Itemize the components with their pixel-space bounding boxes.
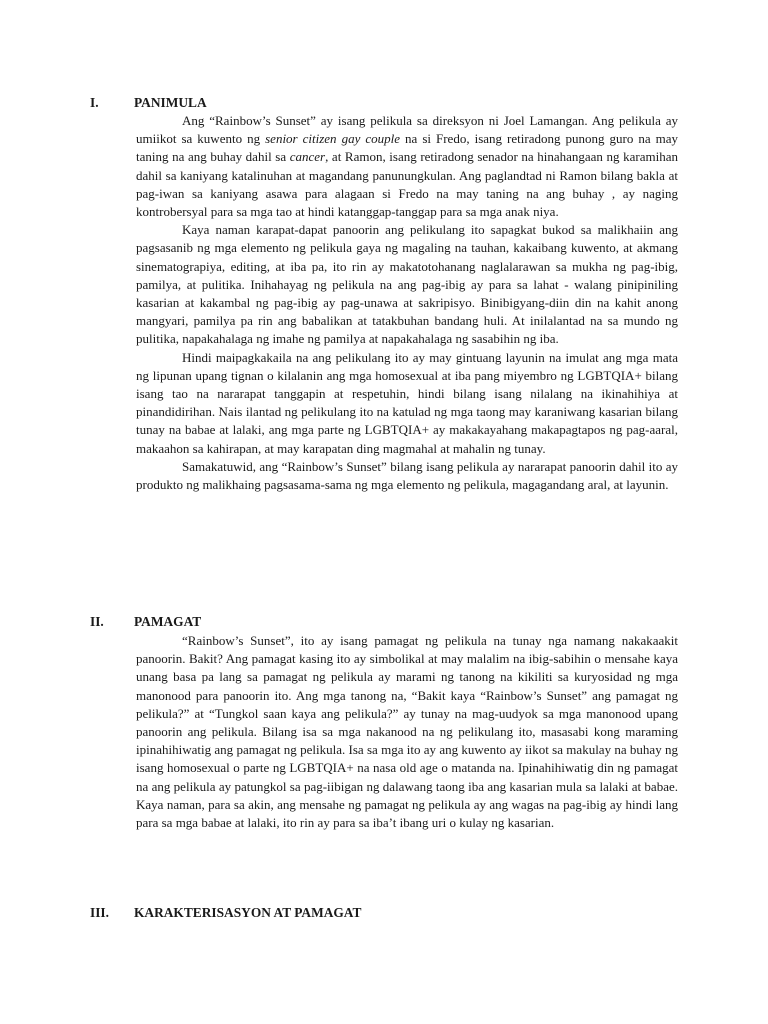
paragraph: Hindi maipagkakaila na ang pelikulang ito ay may gintuang layunin na imulat ang mga mata ng lipunan upang tignan o kilalanin ang mga homosexual at iba pang miyembro ng LGBTQIA+ bilang isang tao na nararapat tanggapin at respetuhin, hindi bilang isang nilalang na ikinahihiya at pinandidirihan. Nais ilantad ng pelikulang ito na katulad ng mga taong may karaniwang kasarian bilang tunay na babae at lalaki, ang mga parte ng LGBTQIA+ ay makakayahang makapagtapos ng pag-aaral, makaahon sa kahirapan, at may karapatan ding magmahal at mahalin ng tunay. <box>136 349 678 456</box>
paragraph-text: Ang “Rainbow’s Sunset” ay isang pelikula sa direksyon ni Joel Lamangan. Ang pelikula ay umiikot sa kuwento ng <box>136 113 678 147</box>
section-body-pamagat <box>136 632 678 832</box>
italic-word: cancer <box>289 149 326 165</box>
paragraph: “Rainbow’s Sunset”, ito ay isang pamagat ng pelikula na tunay nga namang nakakaakit panoorin. Bakit? Ang pamagat kasing ito ay simbolikal at may malalim na ibig-sabihin o mensahe kaya unang basa pa lang sa pamagat ng pelikula ay marami ng tanong na kikiliti sa kuryosidad ng mga manonood para panoorin ito. Ang mga tanong na, “Bakit kaya “Rainbow’s Sunset” ang pamagat ng pelikula?” at “Tungkol saan kaya ang pelikula?” ay tunay na mag-uudyok sa mga manonood upang panoorin ang pelikula. Bilang isa sa mga nakanood na ng pelikulang ito, masasabi kong maraming ipinahihiwatig ang pamagat ng pelikula. Isa sa mga ito ay ang kuwento ay iikot sa makulay na buhay ng isang homosexual o parte ng LGBTQIA+ na nasa old age o matanda na. Ipinahihiwatig din ng pamagat na ang pelikula ay patungkol sa pag-iibigan ng dalawang taong iba ang kasarian mula sa lalaki at babae. Kaya naman, para sa akin, ang mensahe ng pamagat ng pelikula ay ang wagas na pag-ibig ay hindi lang para sa mga babae at lalaki, ito rin ay para sa iba’t ibang uri o kulay ng kasarian. <box>136 633 678 831</box>
section-heading-pamagat <box>90 613 690 631</box>
paragraph: Samakatuwid, ang “Rainbow’s Sunset” bilang isang pelikula ay nararapat panoorin dahil ito ay produkto ng malikhaing pagsasama-sama ng mga elemento ng pelikula, magagandang aral, at layunin. <box>136 458 678 493</box>
section-body-panimula <box>136 112 678 494</box>
section-heading-karakterisasyon <box>90 904 690 922</box>
paragraph-text: na si Fredo, isang retiradong punong guro na may taning na ang buhay dahil sa <box>136 131 679 165</box>
section-title: PAMAGAT <box>134 614 202 629</box>
section-numeral: III. <box>90 905 109 920</box>
section-numeral: I. <box>90 95 99 110</box>
paragraph-text: , at Ramon, isang retiradong senador na hinahangaan ng karamihan dahil sa kaniyang katalinuhan at magandang panunungkulan. Ang paglandtad ni Ramon bilang bakla at pag-iwan sa kaniyang asawa para alagaan si Fredo na may taning na ang buhay , ay naging kontrobersyal para sa mga tao at hindi katanggap-tanggap para sa mga anak niya. <box>136 149 678 220</box>
section-title: KARAKTERISASYON AT PAMAGAT <box>134 905 362 920</box>
section-heading-panimula <box>90 94 690 112</box>
paragraph: Kaya naman karapat-dapat panoorin ang pelikulang ito sapagkat bukod sa malikhaiin ang pagsasanib ng mga elemento ng pelikula gaya ng magaling na tauhan, kakaibang kuwento, at akmang sinematograpiya, editing, at iba pa, ito rin ay makatotohanang naglalarawan sa mukha ng pag-ibig, pamilya, at pulitika. Inihahayag ng pelikula na ang pag-ibig ay para sa lahat - walang pinipiniling kasarian at kakambal ng pag-ibig ay pag-unawa at sakripisyo. Binibigyang-diin din na kahit anong mangyari, pamilya pa rin ang babalikan at tatakbuhan bandang huli. At inilalantad na sa mundo ng pulitika, napakahalaga ng imahe ng pamilya at napakahalaga ng sasabihin ng iba. <box>136 222 678 347</box>
italic-phrase: senior citizen gay couple <box>265 131 401 147</box>
section-title: PANIMULA <box>134 95 207 110</box>
paragraph <box>136 112 678 221</box>
section-numeral: II. <box>90 614 104 629</box>
